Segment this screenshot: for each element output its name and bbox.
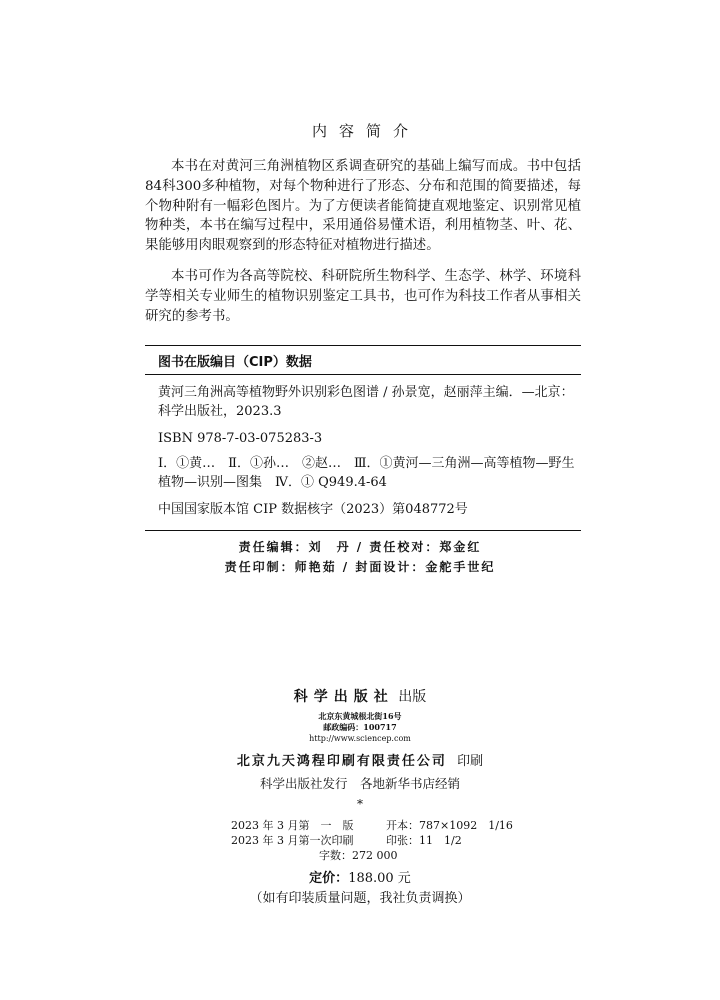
cip-header-rule bbox=[145, 374, 581, 375]
cip-bottom-rule bbox=[145, 530, 581, 531]
page-format: 开本：787×1092 1/16 bbox=[386, 819, 513, 832]
cip-isbn: ISBN 978-7-03-075283-3 bbox=[158, 431, 323, 446]
cip-classification: Ⅰ．①黄… Ⅱ．①孙… ②赵… Ⅲ．①黄河—三角洲—高等植物—野生植物—识别—图集 Ⅳ．① Q949.4-64 bbox=[158, 456, 575, 490]
publisher-name: 科学出版社 bbox=[293, 689, 394, 705]
publisher-line bbox=[0, 686, 720, 706]
printer-line bbox=[0, 750, 720, 769]
publisher-postcode: 邮政编码：100717 bbox=[323, 722, 397, 732]
publisher-address-block bbox=[0, 711, 720, 744]
printer-name: 北京九天鸿程印刷有限责任公司 bbox=[236, 754, 447, 769]
publisher-address: 北京东黄城根北街16号 bbox=[318, 711, 402, 721]
cip-top-rule bbox=[145, 345, 581, 346]
edition-date: 2023 年 3 月第 一 版 bbox=[231, 819, 354, 832]
quality-note: （如有印装质量问题，我社负责调换） bbox=[249, 891, 471, 906]
publisher-suffix: 出版 bbox=[398, 689, 427, 705]
printer-suffix: 印刷 bbox=[457, 754, 484, 769]
publication-details bbox=[0, 818, 720, 863]
intro-title: 内容简介 bbox=[311, 122, 420, 140]
price-value: 188.00 元 bbox=[348, 871, 411, 886]
distribution-line: 科学出版社发行 各地新华书店经销 bbox=[259, 776, 460, 791]
staff-production: 责任印制：师艳茹 / 封面设计：金舵手世纪 bbox=[224, 560, 496, 574]
printing-date: 2023 年 3 月第一次印刷 bbox=[231, 834, 354, 847]
staff-editors: 责任编辑：刘 丹 / 责任校对：郑金红 bbox=[238, 540, 482, 554]
separator-star: * bbox=[357, 797, 363, 811]
cip-title-line: 黄河三角洲高等植物野外识别彩色图谱 / 孙景宽，赵丽萍主编．—北京：科学出版社，2023.3 bbox=[158, 385, 574, 419]
cip-record-number: 中国国家版本馆 CIP 数据核字（2023）第048772号 bbox=[158, 502, 468, 517]
price-line bbox=[0, 867, 720, 886]
cip-header: 图书在版编目（CIP）数据 bbox=[158, 355, 312, 370]
intro-paragraph-1: 本书在对黄河三角洲植物区系调查研究的基础上编写而成。书中包括84科300多种植物，对每个物种进行了形态、分布和范围的简要描述，每个物种附有一幅彩色图片。为了方便读者能简捷直观地鉴定、识别常见植物种类，本书在编写过程中，采用通俗易懂术语，利用植物茎、叶、花、果能够用肉眼观察到的形态特征对植物进行描述。 bbox=[145, 159, 581, 254]
intro-paragraph-2: 本书可作为各高等院校、科研院所生物科学、生态学、林学、环境科学等相关专业师生的植物识别鉴定工具书，也可作为科技工作者从事相关研究的参考书。 bbox=[145, 269, 581, 324]
publisher-url: http://www.sciencep.com bbox=[309, 734, 411, 743]
print-sheets: 印张：11 1/2 bbox=[386, 834, 462, 847]
price-label: 定价： bbox=[309, 871, 349, 886]
word-count: 字数：272 000 bbox=[319, 849, 398, 862]
